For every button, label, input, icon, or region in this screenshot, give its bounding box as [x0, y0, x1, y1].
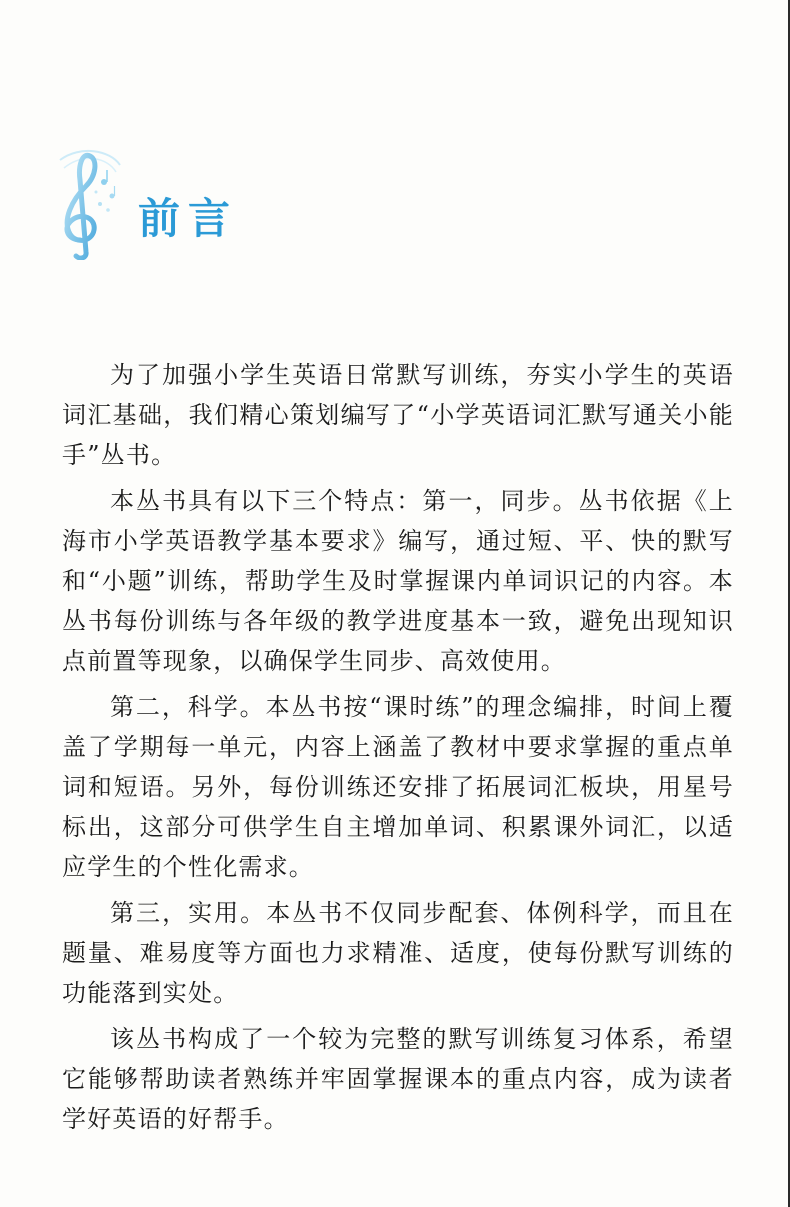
page-title: 前言 — [138, 194, 239, 243]
preface-heading — [50, 140, 310, 260]
paragraph: 第二，科学。本丛书按“课时练”的理念编排，时间上覆盖了学期每一单元，内容上涵盖了教材中要求掌握的重点单词和短语。另外，每份训练还安排了拓展词汇板块，用星号标出，这部分可供学生自主增加单词、积累课外词汇，以适应学生的个性化需求。 — [62, 693, 734, 881]
preface-body — [62, 355, 734, 1145]
paragraph: 为了加强小学生英语日常默写训练，夯实小学生的英语词汇基础，我们精心策划编写了“小学英语词汇默写通关小能手”丛书。 — [62, 361, 734, 469]
treble-clef-icon — [50, 140, 130, 260]
paragraph: 该丛书构成了一个较为完整的默写训练复习体系，希望它能够帮助读者熟练并牢固掌握课本的重点内容，成为读者学好英语的好帮手。 — [62, 1025, 734, 1133]
paragraph: 第三，实用。本丛书不仅同步配套、体例科学，而且在题量、难易度等方面也力求精准、适度，使每份默写训练的功能落到实处。 — [62, 899, 734, 1007]
paragraph: 本丛书具有以下三个特点：第一，同步。丛书依据《上海市小学英语教学基本要求》编写，通过短、平、快的默写和“小题”训练，帮助学生及时掌握课内单词识记的内容。本丛书每份训练与各年级的教学进度基本一致，避免出现知识点前置等现象，以确保学生同步、高效使用。 — [62, 487, 734, 675]
